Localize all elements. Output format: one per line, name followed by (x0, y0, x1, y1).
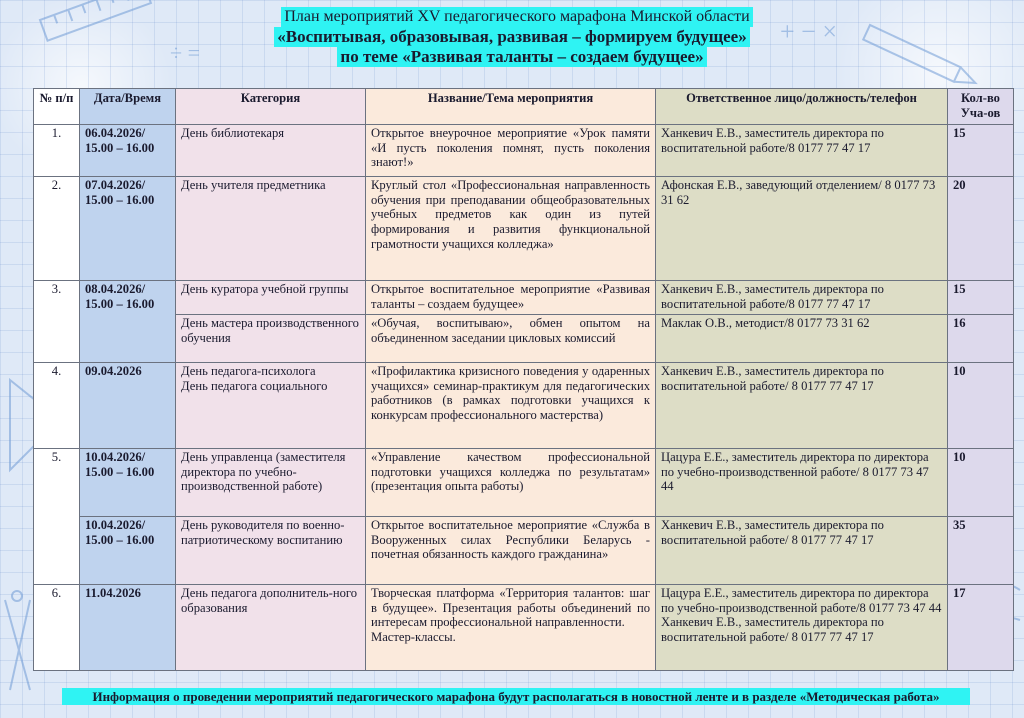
compass-icon (5, 591, 30, 690)
row-category: День руководителя по военно-патриотическому воспитанию (176, 517, 366, 585)
row-event-name: «Управление качеством профессиональной подготовки учащихся колледжа по результатам» (презентация опыта работы) (366, 449, 656, 517)
row-number: 5. (34, 449, 80, 585)
row-responsible: Ханкевич Е.В., заместитель директора по воспитательной работе/8 0177 77 47 17 (656, 125, 948, 177)
footer-note: Информация о проведении мероприятий педагогического марафона будут располагаться в новостной ленте и в разделе «Методическая работа» (62, 688, 970, 705)
row-event-name: «Обучая, воспитываю», обмен опытом на объединенном заседании цикловых комиссий (366, 315, 656, 363)
row-date (80, 281, 176, 363)
row-date: 09.04.2026 (80, 363, 176, 449)
row-count: 10 (948, 363, 1014, 449)
row-count: 10 (948, 449, 1014, 517)
row-event-name (366, 585, 656, 671)
col-header-responsible: Ответственное лицо/должность/телефон (656, 89, 948, 125)
event-name-line: Творческая платформа «Территория талантов: шаг в будущее». Презентация работы объединений по интересам профессиональной направленности. (371, 586, 650, 630)
page-header (0, 7, 1024, 67)
event-name-line: Мастер-классы. (371, 630, 456, 645)
responsible-line: Цацура Е.Е., заместитель директора по директора по учебно-производственной работе/8 0177 73 47 44 (661, 586, 942, 615)
category-line: День педагога социального (181, 378, 328, 393)
time-line: 15.00 – 16.00 (85, 192, 155, 207)
table-row (34, 449, 1014, 517)
table-row (34, 363, 1014, 449)
date-line: 10.04.2026/ (85, 518, 146, 532)
row-category: День куратора учебной группы (176, 281, 366, 315)
row-number: 1. (34, 125, 80, 177)
date-line: 08.04.2026/ (85, 282, 146, 296)
date-line: 06.04.2026/ (85, 126, 146, 140)
row-event-name: «Профилактика кризисного поведения у одаренных учащихся» семинар-практикум для педагогических работников (в рамках подготовки учащихся к конкурсам профессионального мастерства) (366, 363, 656, 449)
row-number: 4. (34, 363, 80, 449)
table-row (34, 585, 1014, 671)
table-row (34, 125, 1014, 177)
row-count: 17 (948, 585, 1014, 671)
row-category (176, 363, 366, 449)
row-count: 15 (948, 125, 1014, 177)
row-category: День библиотекаря (176, 125, 366, 177)
time-line: 15.00 – 16.00 (85, 296, 155, 311)
row-date: 11.04.2026 (80, 585, 176, 671)
col-header-num: № п/п (34, 89, 80, 125)
table-row (34, 281, 1014, 315)
row-number: 2. (34, 177, 80, 281)
col-header-count: Кол-во Уча-ов (948, 89, 1014, 125)
row-responsible: Ханкевич Е.В., заместитель директора по воспитательной работе/ 8 0177 77 47 17 (656, 363, 948, 449)
row-count: 15 (948, 281, 1014, 315)
row-number: 6. (34, 585, 80, 671)
header-line-3: по теме «Развивая таланты – создаем будущее» (337, 47, 706, 67)
category-line: День педагога-психолога (181, 364, 316, 378)
row-responsible: Ханкевич Е.В., заместитель директора по воспитательной работе/8 0177 77 47 17 (656, 281, 948, 315)
row-responsible: Ханкевич Е.В., заместитель директора по воспитательной работе/ 8 0177 77 47 17 (656, 517, 948, 585)
row-date (80, 517, 176, 585)
svg-text:+ − ×: + − × (780, 17, 837, 46)
row-category: День педагога дополнитель-ного образования (176, 585, 366, 671)
row-responsible (656, 585, 948, 671)
responsible-line: Ханкевич Е.В., заместитель директора по воспитательной работе/ 8 0177 77 47 17 (661, 615, 884, 645)
events-table (33, 88, 1014, 671)
row-event-name: Круглый стол «Профессиональная направленность обучения при преподавании общеобразовательных учебных предметов как один из путей формирования и развития функциональной грамотности учащихся колледжа» (366, 177, 656, 281)
time-line: 15.00 – 16.00 (85, 140, 155, 155)
row-event-name: Открытое воспитательное мероприятие «Служба в Вооруженных силах Республики Беларусь - почетная обязанность каждого гражданина» (366, 517, 656, 585)
table-row (34, 177, 1014, 281)
row-date (80, 449, 176, 517)
row-event-name: Открытое внеурочное мероприятие «Урок памяти «И пусть поколения помнят, пусть поколения знают!» (366, 125, 656, 177)
row-number: 3. (34, 281, 80, 363)
row-count: 35 (948, 517, 1014, 585)
row-category: День управленца (заместителя директора по учебно-производственной работе) (176, 449, 366, 517)
table-header-row (34, 89, 1014, 125)
row-count: 16 (948, 315, 1014, 363)
time-line: 15.00 – 16.00 (85, 464, 155, 479)
row-count: 20 (948, 177, 1014, 281)
row-responsible: Афонская Е.В., заведующий отделением/ 8 0177 73 31 62 (656, 177, 948, 281)
row-date (80, 177, 176, 281)
time-line: 15.00 – 16.00 (85, 532, 155, 547)
row-event-name: Открытое воспитательное мероприятие «Развивая таланты – создаем будущее» (366, 281, 656, 315)
header-line-2: «Воспитывая, образовывая, развивая – формируем будущее» (274, 27, 749, 47)
row-category: День учителя предметника (176, 177, 366, 281)
date-line: 10.04.2026/ (85, 450, 146, 464)
table-row (34, 315, 1014, 363)
row-date (80, 125, 176, 177)
row-category: День мастера производственного обучения (176, 315, 366, 363)
svg-text:÷ =: ÷ = (170, 40, 200, 65)
col-header-date: Дата/Время (80, 89, 176, 125)
table-row (34, 517, 1014, 585)
row-responsible: Цацура Е.Е., заместитель директора по директора по учебно-производственной работе/ 8 0177 73 47 44 (656, 449, 948, 517)
events-table-wrapper (33, 88, 1013, 671)
date-line: 07.04.2026/ (85, 178, 146, 192)
col-header-name: Название/Тема мероприятия (366, 89, 656, 125)
col-header-category: Категория (176, 89, 366, 125)
header-line-1: План мероприятий XV педагогического марафона Минской области (281, 7, 752, 27)
row-responsible: Маклак О.В., методист/8 0177 73 31 62 (656, 315, 948, 363)
